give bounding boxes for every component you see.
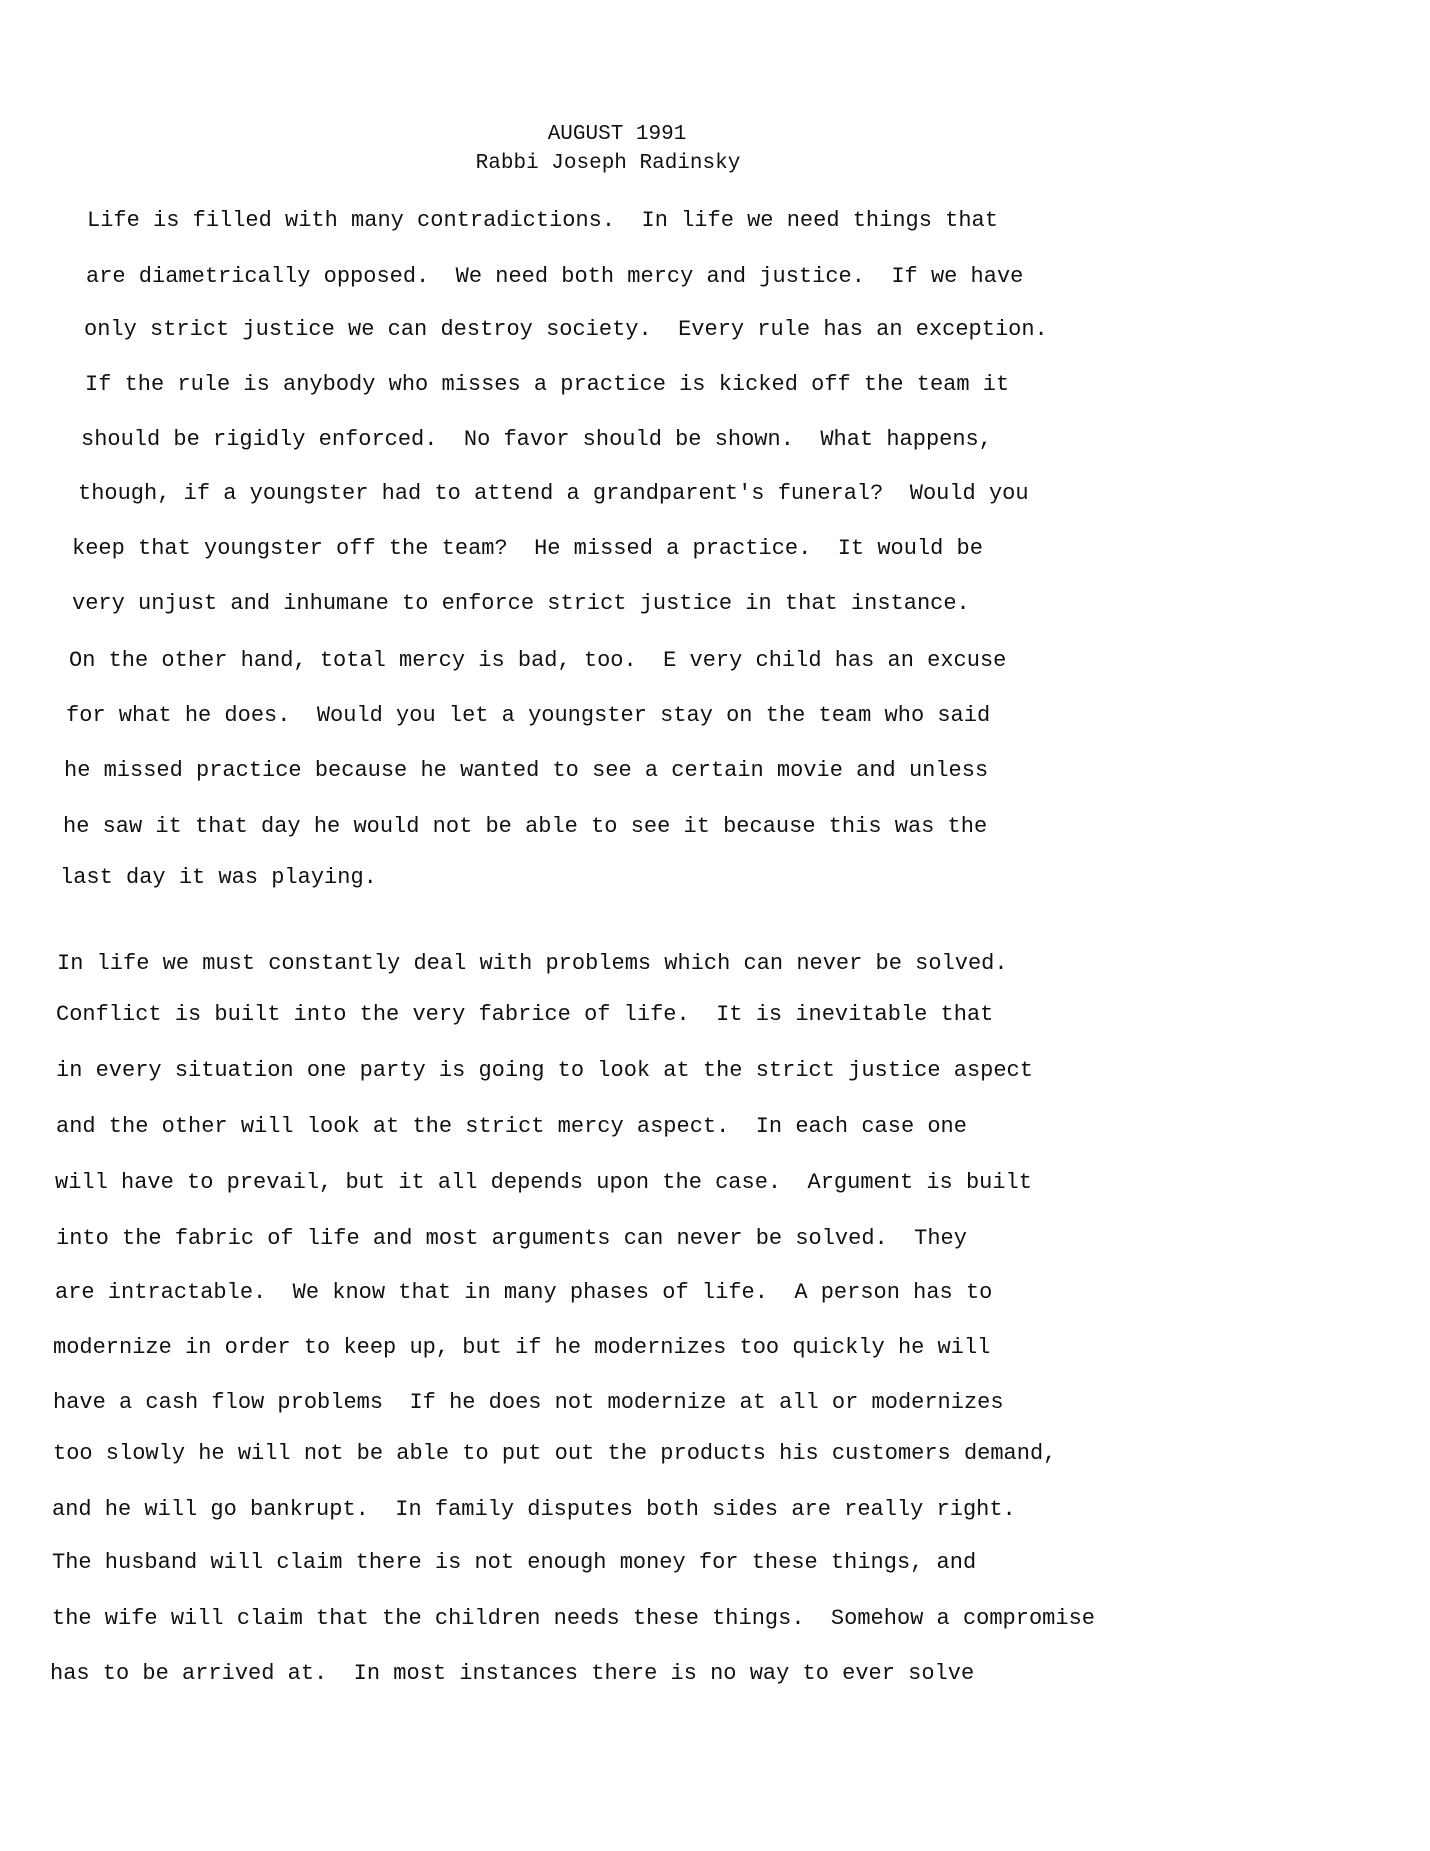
text-line: too slowly he will not be able to put out the products his customers demand, <box>53 1441 1057 1466</box>
text-line: In life we must constantly deal with problems which can never be solved. <box>57 951 1008 976</box>
text-line: Conflict is built into the very fabrice of life. It is inevitable that <box>56 1002 994 1027</box>
text-line: the wife will claim that the children needs these things. Somehow a compromise <box>52 1606 1095 1631</box>
text-line: The husband will claim there is not enough money for these things, and <box>52 1550 977 1575</box>
text-line: are intractable. We know that in many phases of life. A person has to <box>55 1280 993 1305</box>
text-line: into the fabric of life and most arguments can never be solved. They <box>56 1226 967 1251</box>
text-line: keep that youngster off the team? He missed a practice. It would be <box>72 536 983 561</box>
text-line: very unjust and inhumane to enforce strict justice in that instance. <box>72 591 970 616</box>
text-line: modernize in order to keep up, but if he modernizes too quickly he will <box>53 1335 991 1360</box>
text-line: he missed practice because he wanted to see a certain movie and unless <box>64 758 989 783</box>
document-author: Rabbi Joseph Radinsky <box>475 152 741 175</box>
text-line: Life is filled with many contradictions. In life we need things that <box>87 208 998 233</box>
text-line: are diametrically opposed. We need both mercy and justice. If we have <box>86 264 1024 289</box>
text-line: On the other hand, total mercy is bad, too. E very child has an excuse <box>69 648 1007 673</box>
text-line: for what he does. Would you let a youngster stay on the team who said <box>66 703 991 728</box>
text-line: he saw it that day he would not be able to see it because this was the <box>63 814 988 839</box>
text-line: and the other will look at the strict mercy aspect. In each case one <box>56 1114 967 1139</box>
text-line: If the rule is anybody who misses a practice is kicked off the team it <box>85 372 1010 397</box>
text-line: only strict justice we can destroy society. Every rule has an exception. <box>84 317 1048 342</box>
text-line: should be rigidly enforced. No favor should be shown. What happens, <box>81 427 992 452</box>
text-line: in every situation one party is going to look at the strict justice aspect <box>56 1058 1033 1083</box>
text-line: though, if a youngster had to attend a grandparent's funeral? Would you <box>78 481 1029 506</box>
text-line: will have to prevail, but it all depends upon the case. Argument is built <box>55 1170 1032 1195</box>
text-line: has to be arrived at. In most instances there is no way to ever solve <box>50 1661 975 1686</box>
text-line: last day it was playing. <box>60 865 377 890</box>
text-line: and he will go bankrupt. In family disputes both sides are really right. <box>52 1497 1016 1522</box>
document-date: AUGUST 1991 <box>547 123 687 146</box>
text-line: have a cash flow problems If he does not modernize at all or modernizes <box>53 1390 1004 1415</box>
